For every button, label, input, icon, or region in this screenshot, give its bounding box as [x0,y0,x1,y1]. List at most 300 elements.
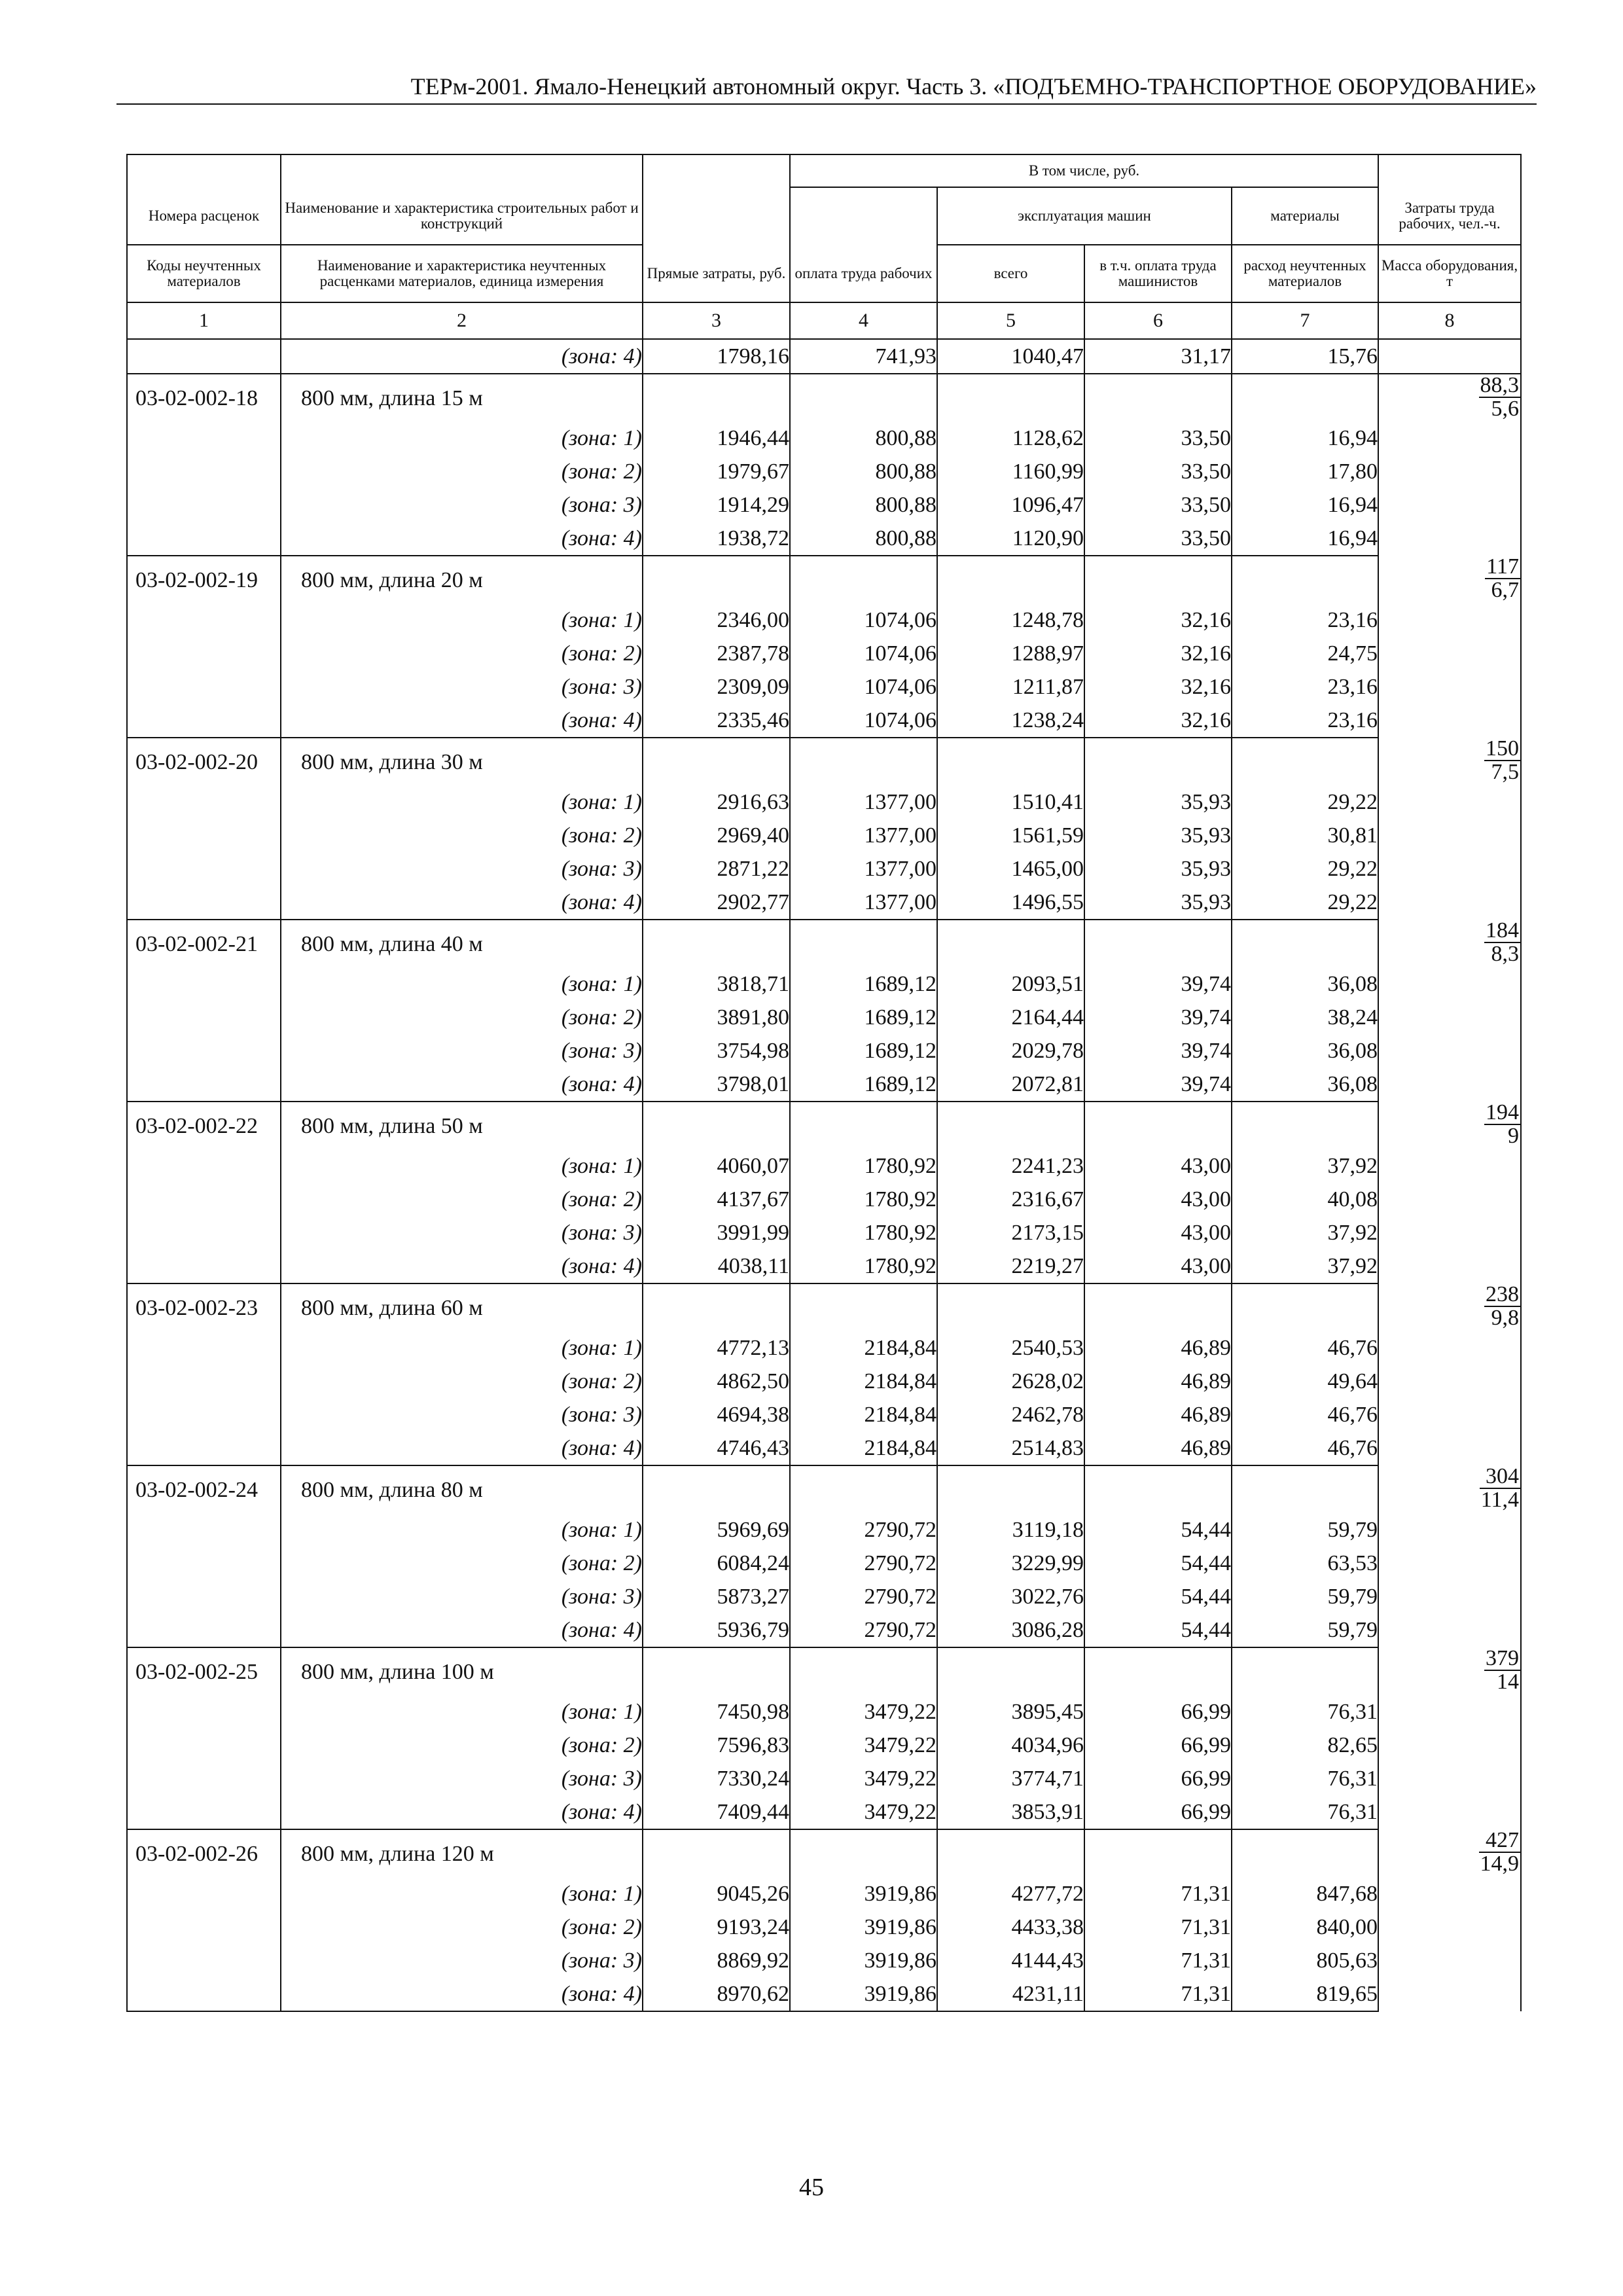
operators-pay-value: 54,44 [1084,1613,1232,1647]
labor-mass-cell [1378,1102,1521,1283]
code-cell [127,704,281,738]
materials-value: 30,81 [1232,819,1378,852]
code-cell [127,1547,281,1580]
rate-title-row [127,374,1521,422]
machines-total-value: 1040,47 [937,339,1084,374]
machines-total-value: 4277,72 [937,1877,1084,1910]
table-row [127,785,1521,819]
table-row [127,603,1521,637]
header-col3-middle [643,187,790,245]
materials-value: 46,76 [1232,1431,1378,1465]
operators-pay-value: 66,99 [1084,1795,1232,1829]
machines-total-value: 3895,45 [937,1695,1084,1729]
machines-total-value: 2514,83 [937,1431,1084,1465]
column-number: 7 [1232,302,1378,339]
empty-cell [790,1647,937,1695]
rate-name: 800 мм, длина 40 м [281,920,643,967]
labor-mass-fraction [1485,556,1520,601]
zone-label: (зона: 4) [281,1613,643,1647]
labor-mass-cell [1378,1283,1521,1465]
zone-label: (зона: 1) [281,1695,643,1729]
zone-label: (зона: 3) [281,1944,643,1977]
workers-pay-value: 3479,22 [790,1762,937,1795]
code-cell [127,785,281,819]
zone-label: (зона: 2) [281,1729,643,1762]
operators-pay-value: 39,74 [1084,967,1232,1001]
empty-cell [790,738,937,785]
table-row [127,1977,1521,2011]
rate-title-row [127,738,1521,785]
labor-mass-fraction [1484,920,1520,965]
rates-table [126,154,1522,2012]
code-cell [127,422,281,455]
workers-pay-value: 2184,84 [790,1331,937,1365]
workers-pay-value: 1780,92 [790,1216,937,1249]
empty-cell [937,1647,1084,1695]
empty-cell [1084,556,1232,603]
empty-cell [1232,1829,1378,1877]
code-cell [127,819,281,852]
empty-cell [1232,556,1378,603]
empty-cell [937,1283,1084,1331]
labor-mass-cell [1378,1465,1521,1647]
direct-costs-value: 5969,69 [643,1513,790,1547]
zone-label: (зона: 3) [281,1216,643,1249]
zone-label: (зона: 1) [281,1149,643,1183]
direct-costs-value: 2309,09 [643,670,790,704]
rate-code: 03-02-002-21 [127,920,281,967]
header-including-group: В том числе, руб. [790,154,1378,187]
table-row [127,1547,1521,1580]
empty-cell [1084,1283,1232,1331]
operators-pay-value: 66,99 [1084,1695,1232,1729]
empty-cell [1084,1102,1232,1149]
code-cell [127,1431,281,1465]
equipment-mass: 7,5 [1491,760,1520,784]
machines-total-value: 2173,15 [937,1216,1084,1249]
machines-total-value: 1096,47 [937,488,1084,522]
machines-total-value: 1248,78 [937,603,1084,637]
direct-costs-value: 4038,11 [643,1249,790,1283]
code-cell [127,1910,281,1944]
materials-value: 23,16 [1232,704,1378,738]
operators-pay-value: 43,00 [1084,1149,1232,1183]
machines-total-value: 3119,18 [937,1513,1084,1547]
zone-label: (зона: 4) [281,1249,643,1283]
labor-mass-fraction [1479,374,1521,420]
table-row [127,1331,1521,1365]
empty-cell [937,920,1084,967]
operators-pay-value: 43,00 [1084,1249,1232,1283]
table-row [127,704,1521,738]
continuation-rows [127,339,1521,374]
direct-costs-value: 7596,83 [643,1729,790,1762]
table-row [127,339,1521,374]
labor-hours: 238 [1486,1282,1520,1306]
header-operators-pay: в т.ч. оплата труда машинистов [1084,245,1232,302]
labor-mass-cell [1378,1647,1521,1829]
direct-costs-value: 4137,67 [643,1183,790,1216]
materials-value: 847,68 [1232,1877,1378,1910]
materials-value: 46,76 [1232,1398,1378,1431]
labor-hours: 427 [1479,1829,1521,1853]
empty-cell [790,556,937,603]
code-cell [127,852,281,886]
table-row [127,1910,1521,1944]
code-cell [127,488,281,522]
operators-pay-value: 32,16 [1084,704,1232,738]
workers-pay-value: 2790,72 [790,1547,937,1580]
empty-cell [643,738,790,785]
machines-total-value: 2093,51 [937,967,1084,1001]
zone-label: (зона: 3) [281,852,643,886]
zone-label: (зона: 3) [281,488,643,522]
rate-title-row [127,1465,1521,1513]
materials-value: 37,92 [1232,1149,1378,1183]
materials-value: 59,79 [1232,1613,1378,1647]
empty-cell [1232,920,1378,967]
operators-pay-value: 46,89 [1084,1331,1232,1365]
materials-value: 40,08 [1232,1183,1378,1216]
zone-label: (зона: 1) [281,785,643,819]
empty-cell [937,1102,1084,1149]
workers-pay-value: 3479,22 [790,1795,937,1829]
zone-label: (зона: 4) [281,886,643,920]
machines-total-value: 3086,28 [937,1613,1084,1647]
workers-pay-value: 800,88 [790,455,937,488]
workers-pay-value: 1689,12 [790,1001,937,1034]
direct-costs-value: 2335,46 [643,704,790,738]
workers-pay-value: 1780,92 [790,1149,937,1183]
workers-pay-value: 1074,06 [790,704,937,738]
workers-pay-value: 800,88 [790,488,937,522]
table-row [127,1729,1521,1762]
materials-value: 17,80 [1232,455,1378,488]
code-cell [127,1149,281,1183]
materials-value: 23,16 [1232,603,1378,637]
code-cell [127,522,281,556]
code-cell [127,1183,281,1216]
operators-pay-value: 35,93 [1084,819,1232,852]
direct-costs-value: 2387,78 [643,637,790,670]
direct-costs-value: 8970,62 [643,1977,790,2011]
empty-cell [937,374,1084,422]
materials-value: 76,31 [1232,1695,1378,1729]
table-row [127,967,1521,1001]
operators-pay-value: 46,89 [1084,1398,1232,1431]
machines-total-value: 2072,81 [937,1067,1084,1102]
zone-label: (зона: 3) [281,1580,643,1613]
code-cell [127,1034,281,1067]
code-cell [127,1365,281,1398]
code-cell [127,1001,281,1034]
table-row [127,1398,1521,1431]
empty-cell [1232,1647,1378,1695]
code-cell [127,455,281,488]
table-row [127,637,1521,670]
operators-pay-value: 43,00 [1084,1183,1232,1216]
machines-total-value: 2462,78 [937,1398,1084,1431]
equipment-mass: 14,9 [1480,1852,1520,1876]
direct-costs-value: 1979,67 [643,455,790,488]
machines-total-value: 1561,59 [937,819,1084,852]
header-workers-pay: оплата труда рабочих [790,245,937,302]
empty-cell [643,374,790,422]
code-cell [127,1877,281,1910]
header-materials-consumption: расход неучтенных материалов [1232,245,1378,302]
operators-pay-value: 33,50 [1084,522,1232,556]
direct-costs-value: 3798,01 [643,1067,790,1102]
empty-cell [937,1465,1084,1513]
workers-pay-value: 2790,72 [790,1580,937,1613]
labor-mass-fraction [1484,1102,1520,1147]
operators-pay-value: 71,31 [1084,1910,1232,1944]
zone-label: (зона: 4) [281,1795,643,1829]
empty-cell [643,1283,790,1331]
machines-total-value: 2029,78 [937,1034,1084,1067]
code-cell [127,670,281,704]
table-row [127,522,1521,556]
machines-total-value: 1510,41 [937,785,1084,819]
header-labor-costs: Затраты труда рабочих, чел.-ч. [1378,187,1521,245]
equipment-mass: 14 [1497,1670,1520,1694]
table-row [127,1795,1521,1829]
empty-cell [790,1829,937,1877]
zone-label: (зона: 4) [281,522,643,556]
workers-pay-value: 3919,86 [790,1977,937,2011]
empty-cell [1232,1283,1378,1331]
zone-label: (зона: 2) [281,637,643,670]
table-row [127,422,1521,455]
rate-title-row [127,1829,1521,1877]
header-col2-spacer [281,154,643,187]
empty-cell [643,1465,790,1513]
machines-total-value: 4144,43 [937,1944,1084,1977]
machines-total-value: 2164,44 [937,1001,1084,1034]
operators-pay-value: 66,99 [1084,1762,1232,1795]
zone-label: (зона: 2) [281,455,643,488]
zone-label: (зона: 1) [281,603,643,637]
rate-name: 800 мм, длина 15 м [281,374,643,422]
zone-label: (зона: 2) [281,1001,643,1034]
code-cell [127,1762,281,1795]
machines-total-value: 4433,38 [937,1910,1084,1944]
header-work-name: Наименование и характеристика строительных работ и конструкций [281,187,643,245]
header-rate-numbers: Номера расценок [127,187,281,245]
empty-cell [790,920,937,967]
direct-costs-value: 4694,38 [643,1398,790,1431]
workers-pay-value: 1377,00 [790,886,937,920]
header-col4-spacer [790,187,937,245]
direct-costs-value: 5936,79 [643,1613,790,1647]
workers-pay-value: 1074,06 [790,603,937,637]
labor-hours: 88,3 [1480,373,1520,397]
rate-code: 03-02-002-23 [127,1283,281,1331]
code-cell [127,886,281,920]
zone-label: (зона: 4) [281,1431,643,1465]
rate-name: 800 мм, длина 100 м [281,1647,643,1695]
equipment-mass: 5,6 [1491,397,1520,421]
labor-hours: 379 [1486,1646,1520,1670]
direct-costs-value: 3818,71 [643,967,790,1001]
materials-value: 38,24 [1232,1001,1378,1034]
machines-total-value: 1128,62 [937,422,1084,455]
operators-pay-value: 46,89 [1084,1431,1232,1465]
materials-value: 76,31 [1232,1795,1378,1829]
labor-mass-fraction [1480,1465,1520,1511]
table-row [127,670,1521,704]
labor-hours: 304 [1480,1465,1520,1489]
header-col8-spacer [1378,154,1521,187]
table-row [127,1513,1521,1547]
header-equipment-mass: Масса оборудования, т [1378,245,1521,302]
direct-costs-value: 1798,16 [643,339,790,374]
operators-pay-value: 32,16 [1084,603,1232,637]
machines-total-value: 4034,96 [937,1729,1084,1762]
empty-cell [1232,374,1378,422]
equipment-mass: 6,7 [1491,578,1520,602]
rate-group [127,920,1521,1102]
table-row [127,1613,1521,1647]
workers-pay-value: 3919,86 [790,1944,937,1977]
materials-value: 16,94 [1232,422,1378,455]
direct-costs-value: 8869,92 [643,1944,790,1977]
materials-value: 15,76 [1232,339,1378,374]
direct-costs-value: 7450,98 [643,1695,790,1729]
header-col3-spacer [643,154,790,187]
labor-mass-cell [1378,738,1521,920]
operators-pay-value: 35,93 [1084,852,1232,886]
direct-costs-value: 2346,00 [643,603,790,637]
machines-total-value: 3774,71 [937,1762,1084,1795]
table-row [127,819,1521,852]
rate-group [127,374,1521,556]
empty-cell [643,1102,790,1149]
rate-title-row [127,1283,1521,1331]
empty-cell [1084,374,1232,422]
labor-mass-fraction [1484,1283,1520,1329]
rate-code: 03-02-002-25 [127,1647,281,1695]
column-number: 4 [790,302,937,339]
table-row [127,1183,1521,1216]
empty-cell [643,1829,790,1877]
empty-cell [1084,920,1232,967]
operators-pay-value: 46,89 [1084,1365,1232,1398]
code-cell [127,1977,281,2011]
rate-name: 800 мм, длина 60 м [281,1283,643,1331]
table-row [127,1249,1521,1283]
materials-value: 805,63 [1232,1944,1378,1977]
zone-label: (зона: 2) [281,1365,643,1398]
header-machines-group: эксплуатация машин [937,187,1232,245]
workers-pay-value: 1377,00 [790,852,937,886]
table-header [127,154,1521,339]
machines-total-value: 2540,53 [937,1331,1084,1365]
workers-pay-value: 1689,12 [790,1067,937,1102]
empty-cell [1084,738,1232,785]
zone-label: (зона: 2) [281,1183,643,1216]
empty-cell [643,556,790,603]
rate-code: 03-02-002-18 [127,374,281,422]
rate-name: 800 мм, длина 80 м [281,1465,643,1513]
rate-title-row [127,556,1521,603]
machines-total-value: 2219,27 [937,1249,1084,1283]
code-cell [127,603,281,637]
machines-total-value: 3022,76 [937,1580,1084,1613]
direct-costs-value: 4772,13 [643,1331,790,1365]
zone-label: (зона: 4) [281,1977,643,2011]
workers-pay-value: 2790,72 [790,1613,937,1647]
code-cell [127,1249,281,1283]
rate-code: 03-02-002-26 [127,1829,281,1877]
direct-costs-value: 7409,44 [643,1795,790,1829]
zone-label: (зона: 1) [281,1513,643,1547]
header-material-codes: Коды неучтенных материалов [127,245,281,302]
workers-pay-value: 1074,06 [790,637,937,670]
column-number: 3 [643,302,790,339]
rate-group [127,1829,1521,2011]
direct-costs-value: 7330,24 [643,1762,790,1795]
code-cell [127,637,281,670]
code-cell [127,1331,281,1365]
column-number: 6 [1084,302,1232,339]
materials-value: 819,65 [1232,1977,1378,2011]
labor-mass-fraction [1484,1647,1520,1693]
rate-name: 800 мм, длина 30 м [281,738,643,785]
zone-label: (зона: 4) [281,704,643,738]
materials-value: 840,00 [1232,1910,1378,1944]
code-cell [127,1944,281,1977]
table-row [127,1067,1521,1102]
workers-pay-value: 3919,86 [790,1877,937,1910]
materials-value: 29,22 [1232,886,1378,920]
direct-costs-value: 4060,07 [643,1149,790,1183]
table-row [127,488,1521,522]
direct-costs-value: 3891,80 [643,1001,790,1034]
rate-name: 800 мм, длина 20 м [281,556,643,603]
operators-pay-value: 35,93 [1084,785,1232,819]
rate-group [127,1102,1521,1283]
materials-value: 36,08 [1232,1034,1378,1067]
direct-costs-value: 4746,43 [643,1431,790,1465]
empty-cell [643,1647,790,1695]
zone-label: (зона: 2) [281,1547,643,1580]
labor-mass-cell [1378,1829,1521,2011]
column-number: 8 [1378,302,1521,339]
table-row [127,886,1521,920]
code-cell [127,1695,281,1729]
machines-total-value: 1288,97 [937,637,1084,670]
code-cell [127,1613,281,1647]
code-cell [127,1513,281,1547]
table-row [127,455,1521,488]
table-row [127,1034,1521,1067]
materials-value: 16,94 [1232,522,1378,556]
rate-code: 03-02-002-24 [127,1465,281,1513]
equipment-mass: 9,8 [1491,1306,1520,1330]
code-cell [127,1067,281,1102]
equipment-mass: 11,4 [1480,1488,1520,1512]
operators-pay-value: 71,31 [1084,1977,1232,2011]
direct-costs-value: 9193,24 [643,1910,790,1944]
rate-code: 03-02-002-19 [127,556,281,603]
direct-costs-value: 2969,40 [643,819,790,852]
direct-costs-value: 1938,72 [643,522,790,556]
machines-total-value: 1160,99 [937,455,1084,488]
rate-title-row [127,1102,1521,1149]
code-cell [127,1795,281,1829]
zone-label: (зона: 1) [281,967,643,1001]
